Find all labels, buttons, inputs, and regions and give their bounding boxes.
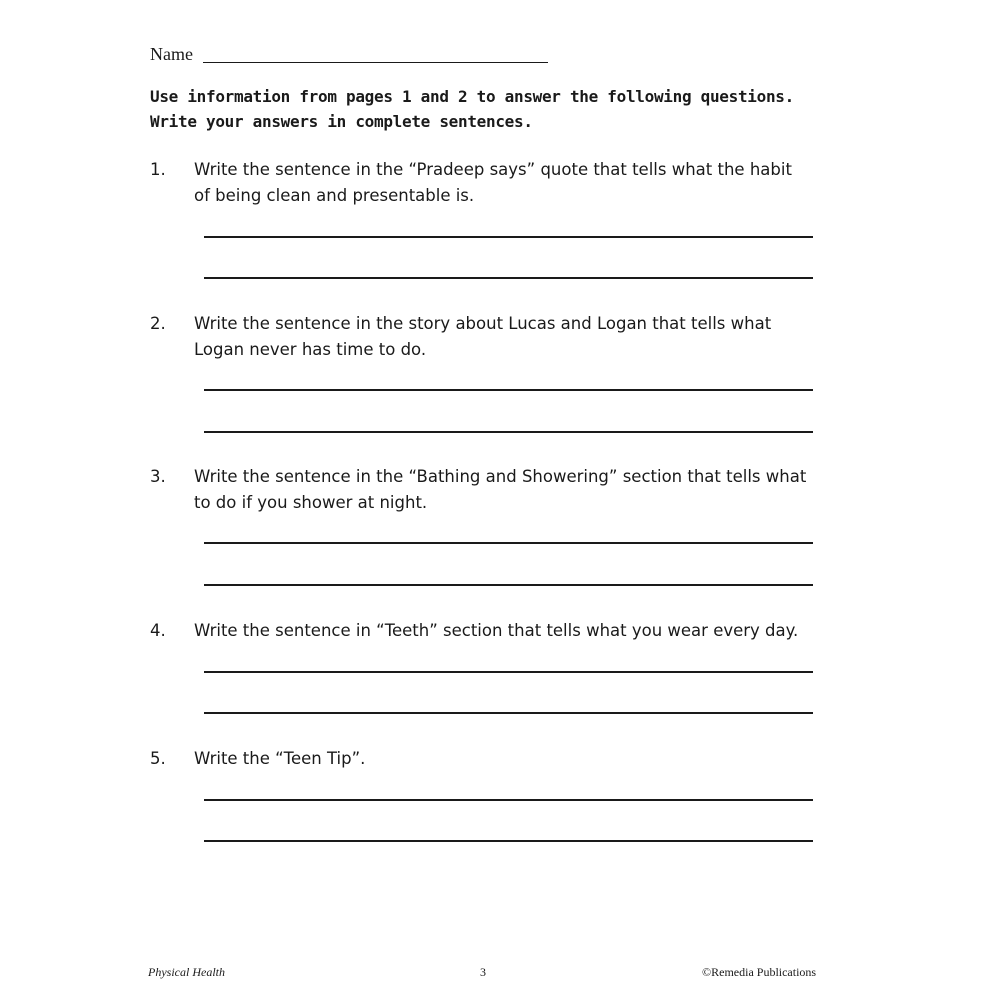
question-text-line-1: Write the sentence in the “Bathing and Showering” section that tells what [194,467,807,486]
answer-line-3b[interactable] [204,584,813,586]
question-text [194,618,834,644]
question-text-line-1: Write the sentence in the “Pradeep says” quote that tells what the habit [194,160,792,179]
instructions-line-2: Write your answers in complete sentences. [150,112,533,131]
instructions-line-1: Use information from pages 1 and 2 to answer the following questions. [150,87,794,106]
question-text-line-2: to do if you shower at night. [194,493,428,512]
question-text [194,157,834,209]
answer-line-3a[interactable] [204,542,813,544]
question-text-line-1: Write the sentence in “Teeth” section that tells what you wear every day. [194,621,799,640]
question-number: 5. [150,749,166,768]
answer-line-1a[interactable] [204,236,813,238]
question-text-line-2: of being clean and presentable is. [194,186,475,205]
question-text-line-1: Write the sentence in the story about Lucas and Logan that tells what [194,314,772,333]
question-number: 2. [150,314,166,333]
question-number: 4. [150,621,166,640]
name-label: Name [150,44,193,64]
answer-line-4b[interactable] [204,712,813,714]
footer-page-number: 3 [480,965,486,979]
question-number: 1. [150,160,166,179]
instructions [150,84,794,134]
question-text [194,311,834,363]
footer-publisher: ©Remedia Publications [702,965,817,979]
question-number: 3. [150,467,166,486]
question-text-line-1: Write the “Teen Tip”. [194,749,366,768]
answer-line-1b[interactable] [204,277,813,279]
question-text [194,746,834,772]
question-text-line-2: Logan never has time to do. [194,340,427,359]
name-field-line[interactable] [203,62,548,63]
answer-line-4a[interactable] [204,671,813,673]
answer-line-5b[interactable] [204,840,813,842]
answer-line-2a[interactable] [204,389,813,391]
answer-line-5a[interactable] [204,799,813,801]
question-text [194,464,834,516]
footer-book-title: Physical Health [148,965,225,979]
answer-line-2b[interactable] [204,431,813,433]
